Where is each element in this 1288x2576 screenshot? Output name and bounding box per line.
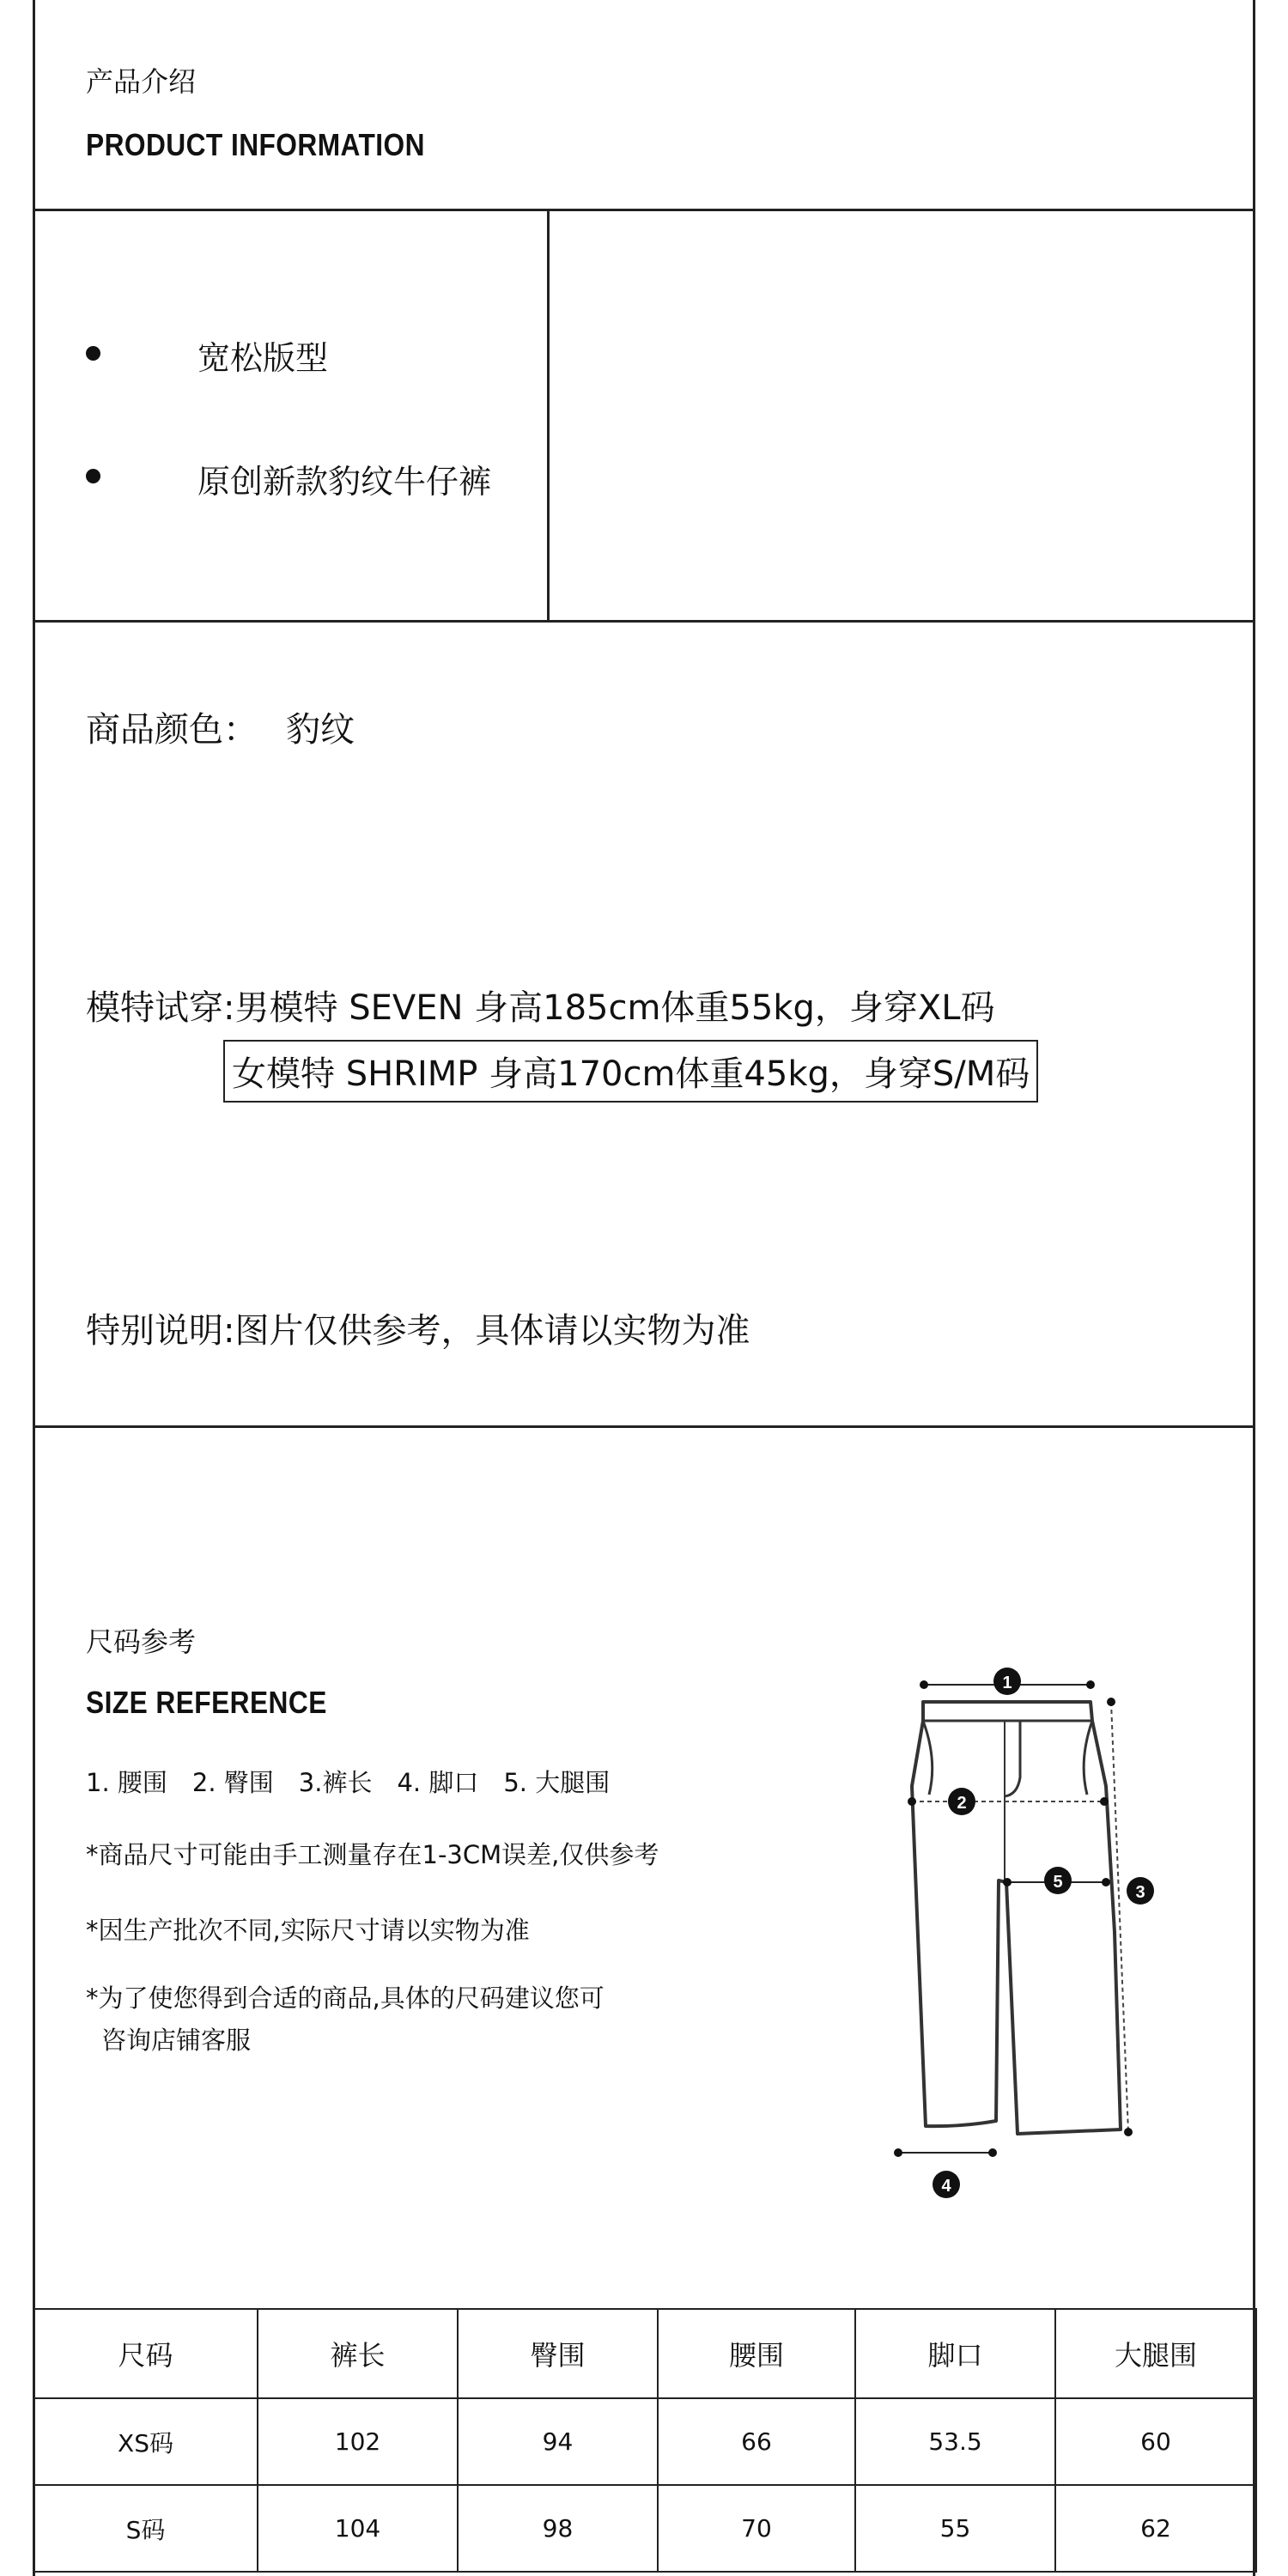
table-header-cell: 臀围 bbox=[458, 2309, 658, 2398]
size-note: *因生产批次不同,实际尺寸请以实物为准 bbox=[86, 1916, 530, 1945]
size-note: *为了使您得到合适的商品,具体的尺码建议您可 bbox=[86, 1984, 605, 2013]
measure-dot bbox=[1107, 1698, 1115, 1706]
divider bbox=[33, 620, 1255, 623]
size-table bbox=[33, 2308, 1257, 2573]
table-cell: 55 bbox=[855, 2485, 1055, 2572]
model-info-line1: 模特试穿:男模特 SEVEN 身高185cm体重55kg，身穿XL码 bbox=[86, 988, 995, 1028]
measure-dot bbox=[1124, 2128, 1133, 2136]
marker-label: 3 bbox=[1135, 1883, 1145, 1902]
product-title-en: PRODUCT INFORMATION bbox=[86, 127, 425, 162]
size-note: 咨询店铺客服 bbox=[101, 2026, 252, 2055]
marker-label: 5 bbox=[1053, 1873, 1063, 1892]
marker-label: 4 bbox=[941, 2177, 951, 2196]
pants-outline bbox=[912, 1702, 1121, 2134]
table-header-cell: 大腿围 bbox=[1055, 2309, 1256, 2398]
size-ref-title-cn: 尺码参考 bbox=[86, 1625, 197, 1658]
model-info-line2: 女模特 SHRIMP 身高170cm体重45kg，身穿S/M码 bbox=[223, 1040, 1038, 1103]
fly-line bbox=[1005, 1721, 1020, 1796]
bullet-icon bbox=[86, 346, 100, 361]
table-cell: 53.5 bbox=[855, 2398, 1055, 2485]
measurement-legend: 1. 腰围 2. 臀围 3.裤长 4. 脚口 5. 大腿围 bbox=[86, 1768, 611, 1797]
size-note: *商品尺寸可能由手工测量存在1-3CM误差,仅供参考 bbox=[86, 1840, 659, 1869]
special-note: 特别说明:图片仅供参考，具体请以实物为准 bbox=[86, 1311, 750, 1351]
pants-diagram bbox=[876, 1657, 1202, 2215]
table-cell: 62 bbox=[1055, 2485, 1256, 2572]
table-cell: 60 bbox=[1055, 2398, 1256, 2485]
color-label: 商品颜色： bbox=[86, 710, 258, 750]
measure-dot bbox=[988, 2148, 997, 2157]
marker-label: 1 bbox=[1002, 1674, 1012, 1692]
table-cell: 102 bbox=[258, 2398, 458, 2485]
measure-dot bbox=[894, 2148, 902, 2157]
measure-dot bbox=[1003, 1878, 1012, 1886]
table-cell: 98 bbox=[458, 2485, 658, 2572]
table-cell: 66 bbox=[658, 2398, 855, 2485]
feature-column-divider bbox=[547, 210, 550, 621]
table-header-cell: 裤长 bbox=[258, 2309, 458, 2398]
measure-dot bbox=[1102, 1878, 1110, 1886]
measure-dot bbox=[1100, 1797, 1109, 1806]
feature-item: 宽松版型 bbox=[197, 339, 329, 377]
table-cell: XS码 bbox=[33, 2398, 258, 2485]
measure-dot bbox=[1086, 1680, 1095, 1689]
table-cell: 70 bbox=[658, 2485, 855, 2572]
pocket-line bbox=[923, 1721, 933, 1795]
measure-dot bbox=[908, 1797, 916, 1806]
size-ref-title-en: SIZE REFERENCE bbox=[86, 1685, 327, 1720]
table-header-cell: 尺码 bbox=[33, 2309, 258, 2398]
table-header-cell: 腰围 bbox=[658, 2309, 855, 2398]
bullet-icon bbox=[86, 469, 100, 483]
table-header-row bbox=[33, 2309, 1256, 2398]
pocket-line bbox=[1084, 1721, 1092, 1795]
color-value: 豹纹 bbox=[286, 710, 355, 750]
table-row bbox=[33, 2485, 1256, 2572]
table-row bbox=[33, 2398, 1256, 2485]
table-cell: 94 bbox=[458, 2398, 658, 2485]
product-title-cn: 产品介绍 bbox=[86, 65, 197, 98]
divider bbox=[33, 209, 1255, 211]
divider bbox=[33, 1425, 1255, 1428]
feature-item: 原创新款豹纹牛仔裤 bbox=[197, 463, 492, 501]
table-cell: S码 bbox=[33, 2485, 258, 2572]
table-cell: 104 bbox=[258, 2485, 458, 2572]
table-header-cell: 脚口 bbox=[855, 2309, 1055, 2398]
measure-dot bbox=[920, 1680, 928, 1689]
marker-label: 2 bbox=[957, 1794, 967, 1813]
